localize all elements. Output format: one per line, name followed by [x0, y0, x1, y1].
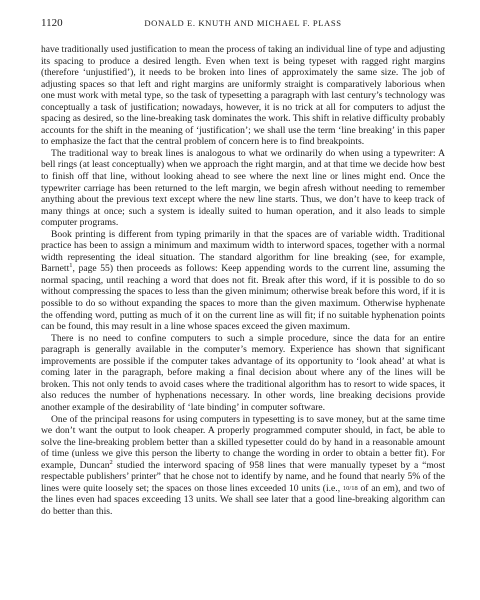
- citation-duncan: 2: [109, 458, 113, 466]
- paragraph-3: [41, 229, 445, 333]
- paragraph-3-text-a: Book printing is different from typing primarily in that the spaces are of variable width. Traditional practice has been to assign a minimum and maximum width to interword spaces, together with a normal width representing the ideal situation. The standard algorithm for line breaking (see, for example, Barnett: [41, 228, 445, 275]
- running-head: [41, 14, 445, 32]
- paragraph-4: There is no need to confine computers to such a simple procedure, since the data for an entire paragraph is generally available in the computer’s memory. Experience has shown that significant improvements are possible if the computer takes advantage of its opportunity to ‘look ahead’ at what is coming later in the paragraph, before making a final decision about where any of the lines will be broken. This not only tends to avoid cases where the traditional algorithm has to resort to wide spaces, it also reduces the number of hyphenations necessary. In other words, line breaking decisions provide another example of the desirability of ‘late binding’ in computer software.: [41, 332, 445, 413]
- paragraph-1: have traditionally used justification to mean the process of taking an individual line of type and adjusting its spacing to produce a desired length. Even when text is being typeset with ragged right margins (therefore ‘unjustified’), it needs to be broken into lines of approximately the same size. The job of adjusting spaces so that left and right margins are uniformly straight is comparatively laborious when one must work with metal type, so the task of typesetting a paragraph with last century’s technology was conceptually a task of justification; nowadays, however, it is no trick at all for computers to adjust the spacing as desired, so the line-breaking task dominates the work. This shift in relative difficulty probably accounts for the shift in the meaning of ‘justification’; we shall use the term ‘line breaking’ in this paper to emphasize the fact that the central problem of concern here is to find breakpoints.: [41, 44, 445, 148]
- page-number: 1120: [41, 17, 63, 29]
- citation-barnett: 1: [69, 262, 73, 270]
- paragraph-2: The traditional way to break lines is analogous to what we ordinarily do when using a typewriter: A bell rings (at least conceptually) when we approach the right margin, and at that time we decide how best to finish off that line, without looking ahead to see where the next line or lines might end. Once the typewriter carriage has been returned to the left margin, we begin afresh without needing to remember anything about the previous text except where the new line starts. Thus, we don’t have to keep track of many things at once; such a system is ideally suited to human operation, and it also leads to simple computer programs.: [41, 147, 445, 229]
- paragraph-5-text-c: of an em), and two of the lines even had spaces exceeding 13 units. We shall see later that a good line-breaking algorithm can do better than this.: [41, 482, 445, 517]
- body-text: [41, 44, 445, 517]
- journal-page: [41, 14, 445, 517]
- running-head-authors: DONALD E. KNUTH AND MICHAEL F. PLASS: [144, 18, 342, 28]
- paragraph-5-text-a: One of the principal reasons for using computers in typesetting is to save money, but at the same time we don’t want the output to look cheaper. A properly programmed computer should, in fact, be able to solve the line-breaking problem better than a skilled typesetter could do by hand in a reasonable amount of time (unless we give this person the liberty to change the wording in order to obtain a better fit). For example, Duncan: [41, 413, 445, 471]
- paragraph-5-text-b: studied the interword spacing of 958 lines that were manually typeset by a “most respectable publishers’ printer” that he chose not to identify by name, and he found that nearly 5% of the lines were quite loosely set; the spaces on those lines exceeded 10 units (i.e.,: [41, 459, 445, 494]
- paragraph-3-text-b: , page 55) then proceeds as follows: Keep appending words to the current line, assuming the normal spacing, until reaching a word that does not fit. Break after this word, if it is possible to do so without compressing the spaces to less than the given minimum; otherwise break before this word, if it is possible to do so without expanding the spaces to more than the given maximum. Otherwise hyphenate the offending word, putting as much of it on the current line as will fit; if no suitable hyphenation points can be found, this may result in a line whose spaces exceed the given maximum.: [41, 263, 445, 333]
- paragraph-5: [41, 414, 445, 518]
- fraction-ten-eighteenths: 10/18: [342, 484, 358, 492]
